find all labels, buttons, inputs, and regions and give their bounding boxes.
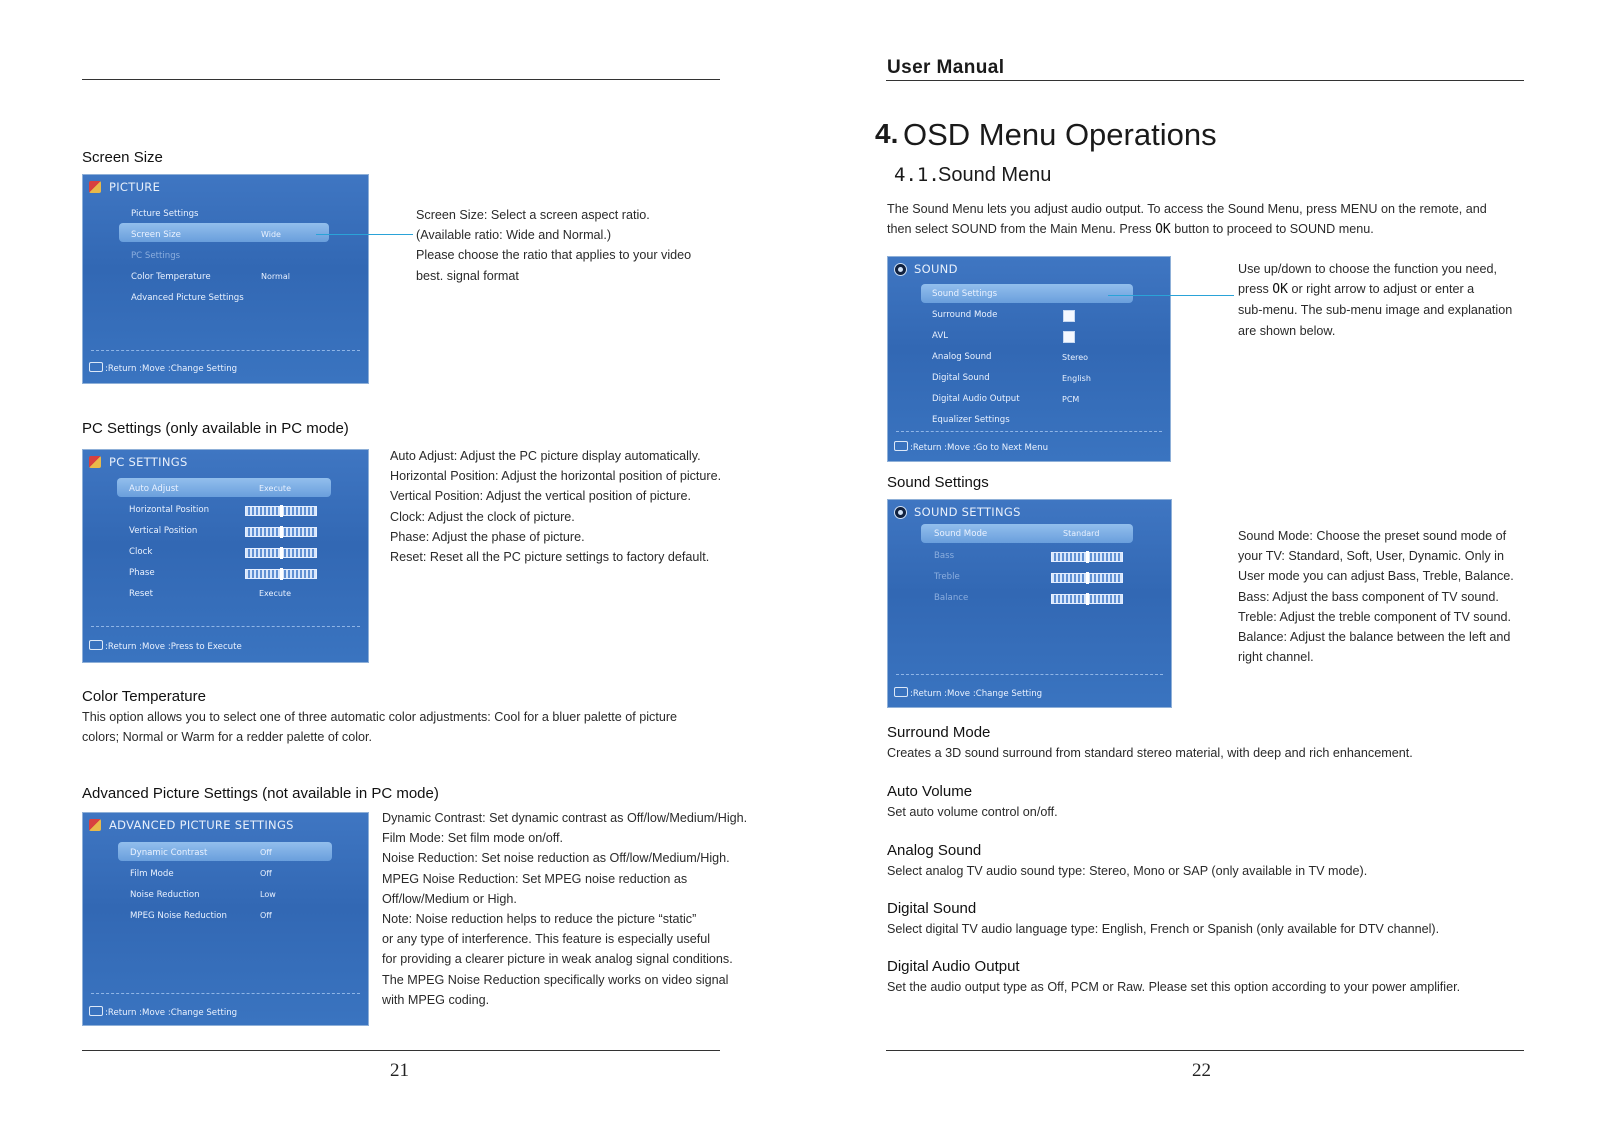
- screen-size-description: Screen Size: Select a screen aspect ratio. (Available ratio: Wide and Normal.) Please choose the ratio that applies to your video best. signal format: [416, 208, 692, 283]
- osd-item-picture-settings: Picture Settings: [131, 209, 199, 219]
- osd-slider-phase: [245, 569, 317, 579]
- osd-value-mpeg-noise-reduction: Off: [260, 911, 272, 920]
- advanced-picture-osd-screen: [82, 812, 369, 1026]
- osd-footer: :Return :Move :Go to Next Menu: [894, 441, 1048, 453]
- osd-item-avl: AVL: [932, 331, 948, 341]
- ok-button-glyph: OK: [1272, 282, 1288, 298]
- osd-item-treble: Treble: [934, 572, 960, 582]
- osd-item-digital-audio-output: Digital Audio Output: [932, 394, 1020, 404]
- pc-menu-icon: [89, 456, 101, 468]
- osd-value-digital-audio-output: PCM: [1062, 395, 1080, 404]
- surround-mode-checkbox: [1063, 310, 1075, 322]
- analog-sound-heading: Analog Sound: [887, 842, 982, 859]
- osd-value-color-temperature: Normal: [261, 272, 290, 281]
- digital-sound-text: Select digital TV audio language type: English, French or Spanish (only available for DTV channel).: [887, 922, 1440, 936]
- osd-value-noise-reduction: Low: [260, 890, 276, 899]
- screen-size-heading: Screen Size: [82, 149, 163, 166]
- left-top-rule: [82, 79, 720, 80]
- digital-audio-output-text: Set the audio output type as Off, PCM or Raw. Please set this option according to your power amplifier.: [887, 980, 1461, 994]
- pc-settings-heading: PC Settings (only available in PC mode): [82, 420, 349, 437]
- osd-item-noise-reduction: Noise Reduction: [130, 890, 200, 900]
- menu-key-icon: [894, 687, 908, 697]
- osd-value-dynamic-contrast: Off: [260, 848, 272, 857]
- analog-sound-text: Select analog TV audio sound type: Stereo, Mono or SAP (only available in TV mode).: [887, 864, 1368, 878]
- osd-item-surround-mode: Surround Mode: [932, 310, 998, 320]
- osd-value-analog-sound: Stereo: [1062, 353, 1089, 362]
- picture-osd-screen: [82, 174, 369, 384]
- sound-settings-heading: Sound Settings: [887, 474, 989, 491]
- osd-divider: [896, 674, 1163, 675]
- surround-mode-heading: Surround Mode: [887, 724, 991, 741]
- osd-item-bass: Bass: [934, 551, 955, 561]
- digital-sound-heading: Digital Sound: [887, 900, 977, 917]
- osd-item-screen-size: Screen Size: [131, 230, 181, 240]
- sound-settings-icon: [894, 506, 907, 519]
- osd-slider-clock: [245, 548, 317, 558]
- left-bottom-rule: [82, 1050, 720, 1051]
- osd-item-sound-mode: Sound Mode: [934, 529, 988, 539]
- osd-item-auto-adjust: Auto Adjust: [129, 484, 179, 494]
- osd-divider: [91, 626, 360, 627]
- right-page-number: 22: [1192, 1060, 1211, 1081]
- osd-footer: :Return :Move :Change Setting: [894, 687, 1042, 699]
- chapter-title: OSD Menu Operations: [903, 117, 1217, 152]
- osd-item-horizontal-position: Horizontal Position: [129, 505, 210, 515]
- osd-item-analog-sound: Analog Sound: [932, 352, 992, 362]
- osd-slider-balance: [1051, 594, 1123, 604]
- osd-item-advanced-picture: Advanced Picture Settings: [131, 293, 244, 303]
- sound-settings-description: Sound Mode: Choose the preset sound mode of your TV: Standard, Soft, User, Dynamic. Only in User mode you can adjust Bass, Treble, Balance. Bass: Adjust the bass component of TV sound. Treble: Adjust the treble component of TV sound. Balance: Adjust the balance between the left and right channel.: [1238, 529, 1514, 665]
- sound-settings-osd-screen: [887, 499, 1172, 708]
- osd-footer: :Return :Move :Press to Execute: [89, 640, 242, 652]
- chapter-number: 4.: [875, 118, 899, 149]
- pc-settings-osd-screen: [82, 449, 369, 663]
- osd-title: SOUND: [914, 262, 958, 276]
- menu-key-icon: [89, 1006, 103, 1016]
- section-number: 4.1.: [894, 164, 940, 186]
- osd-title: ADVANCED PICTURE SETTINGS: [109, 818, 294, 832]
- osd-slider-bass: [1051, 552, 1123, 562]
- sound-menu-description: Use up/down to choose the function you need, press OK or right arrow to adjust or enter a sub-menu. The sub-menu image and explanation are shown below.: [1238, 262, 1513, 338]
- digital-audio-output-heading: Digital Audio Output: [887, 958, 1020, 975]
- section-title: Sound Menu: [938, 164, 1052, 186]
- osd-title: SOUND SETTINGS: [914, 505, 1021, 519]
- osd-item-pc-settings: PC Settings: [131, 251, 181, 261]
- osd-item-clock: Clock: [129, 547, 153, 557]
- advanced-menu-icon: [89, 819, 101, 831]
- right-top-rule: [886, 80, 1524, 81]
- osd-item-mpeg-noise-reduction: MPEG Noise Reduction: [130, 911, 227, 921]
- osd-slider-treble: [1051, 573, 1123, 583]
- osd-item-dynamic-contrast: Dynamic Contrast: [130, 848, 208, 858]
- osd-value-film-mode: Off: [260, 869, 272, 878]
- color-temperature-description: This option allows you to select one of three automatic color adjustments: Cool for a bluer palette of picture colors; Normal or Warm for a redder palette of color.: [82, 710, 678, 745]
- osd-item-color-temperature: Color Temperature: [131, 272, 211, 282]
- sound-osd-screen: [887, 256, 1171, 462]
- osd-footer: :Return :Move :Change Setting: [89, 1006, 237, 1018]
- advanced-picture-description: Dynamic Contrast: Set dynamic contrast as Off/low/Medium/High. Film Mode: Set film mode on/off. Noise Reduction: Set noise reduction as Off/low/Medium/High. MPEG Noise Reduction: Set MPEG noise reduction as Off/low/Medium or High. Note: Noise reduction helps to reduce the picture “static” or any type of interference. This feature is especially useful for providing a clearer picture in weak analog signal conditions. The MPEG Noise Reduction specifically works on video signal with MPEG coding.: [382, 811, 748, 1007]
- osd-divider: [896, 431, 1162, 432]
- osd-item-film-mode: Film Mode: [130, 869, 174, 879]
- osd-slider-horizontal-position: [245, 506, 317, 516]
- right-bottom-rule: [886, 1050, 1524, 1051]
- menu-key-icon: [89, 640, 103, 650]
- osd-item-digital-sound: Digital Sound: [932, 373, 990, 383]
- osd-value-sound-mode: Standard: [1063, 529, 1100, 538]
- osd-item-sound-settings: Sound Settings: [932, 289, 998, 299]
- osd-title: PC SETTINGS: [109, 455, 188, 469]
- menu-key-icon: [894, 441, 908, 451]
- screen-size-leader-line: [316, 234, 413, 235]
- picture-menu-icon: [89, 181, 101, 193]
- menu-key-icon: [89, 362, 103, 372]
- ok-button-glyph: OK: [1155, 222, 1171, 238]
- osd-value-auto-adjust: Execute: [259, 484, 291, 493]
- sound-menu-intro: The Sound Menu lets you adjust audio output. To access the Sound Menu, press MENU on the remote, and then select SOUND from the Main Menu. Press OK button to proceed to SOUND menu.: [887, 202, 1487, 238]
- auto-volume-heading: Auto Volume: [887, 783, 973, 800]
- avl-checkbox: [1063, 331, 1075, 343]
- osd-footer: :Return :Move :Change Setting: [89, 362, 237, 374]
- left-page-number: 21: [390, 1060, 409, 1081]
- osd-value-screen-size: Wide: [261, 230, 281, 239]
- osd-item-reset: Reset: [129, 589, 154, 599]
- osd-item-vertical-position: Vertical Position: [129, 526, 198, 536]
- auto-volume-text: Set auto volume control on/off.: [887, 805, 1058, 819]
- osd-divider: [91, 350, 360, 351]
- osd-value-reset: Execute: [259, 589, 291, 598]
- advanced-picture-heading: Advanced Picture Settings (not available in PC mode): [82, 785, 439, 802]
- osd-slider-vertical-position: [245, 527, 317, 537]
- sound-leader-line: [1108, 295, 1234, 296]
- osd-value-digital-sound: English: [1062, 374, 1091, 383]
- pc-settings-description: Auto Adjust: Adjust the PC picture display automatically. Horizontal Position: Adjust the horizontal position of picture. Vertical Position: Adjust the vertical position of picture. Clock: Adjust the clock of picture. Phase: Adjust the phase of picture. Reset: Reset all the PC picture settings to factory default.: [390, 449, 722, 565]
- osd-item-equalizer-settings: Equalizer Settings: [932, 415, 1010, 425]
- surround-mode-text: Creates a 3D sound surround from standard stereo material, with deep and rich enhancement.: [887, 746, 1413, 760]
- osd-divider: [91, 993, 360, 994]
- osd-item-phase: Phase: [129, 568, 155, 578]
- sound-menu-icon: [894, 263, 907, 276]
- page-header-title: User Manual: [887, 57, 1005, 78]
- color-temperature-heading: Color Temperature: [82, 688, 206, 705]
- osd-title: PICTURE: [109, 180, 161, 194]
- osd-item-balance: Balance: [934, 593, 969, 603]
